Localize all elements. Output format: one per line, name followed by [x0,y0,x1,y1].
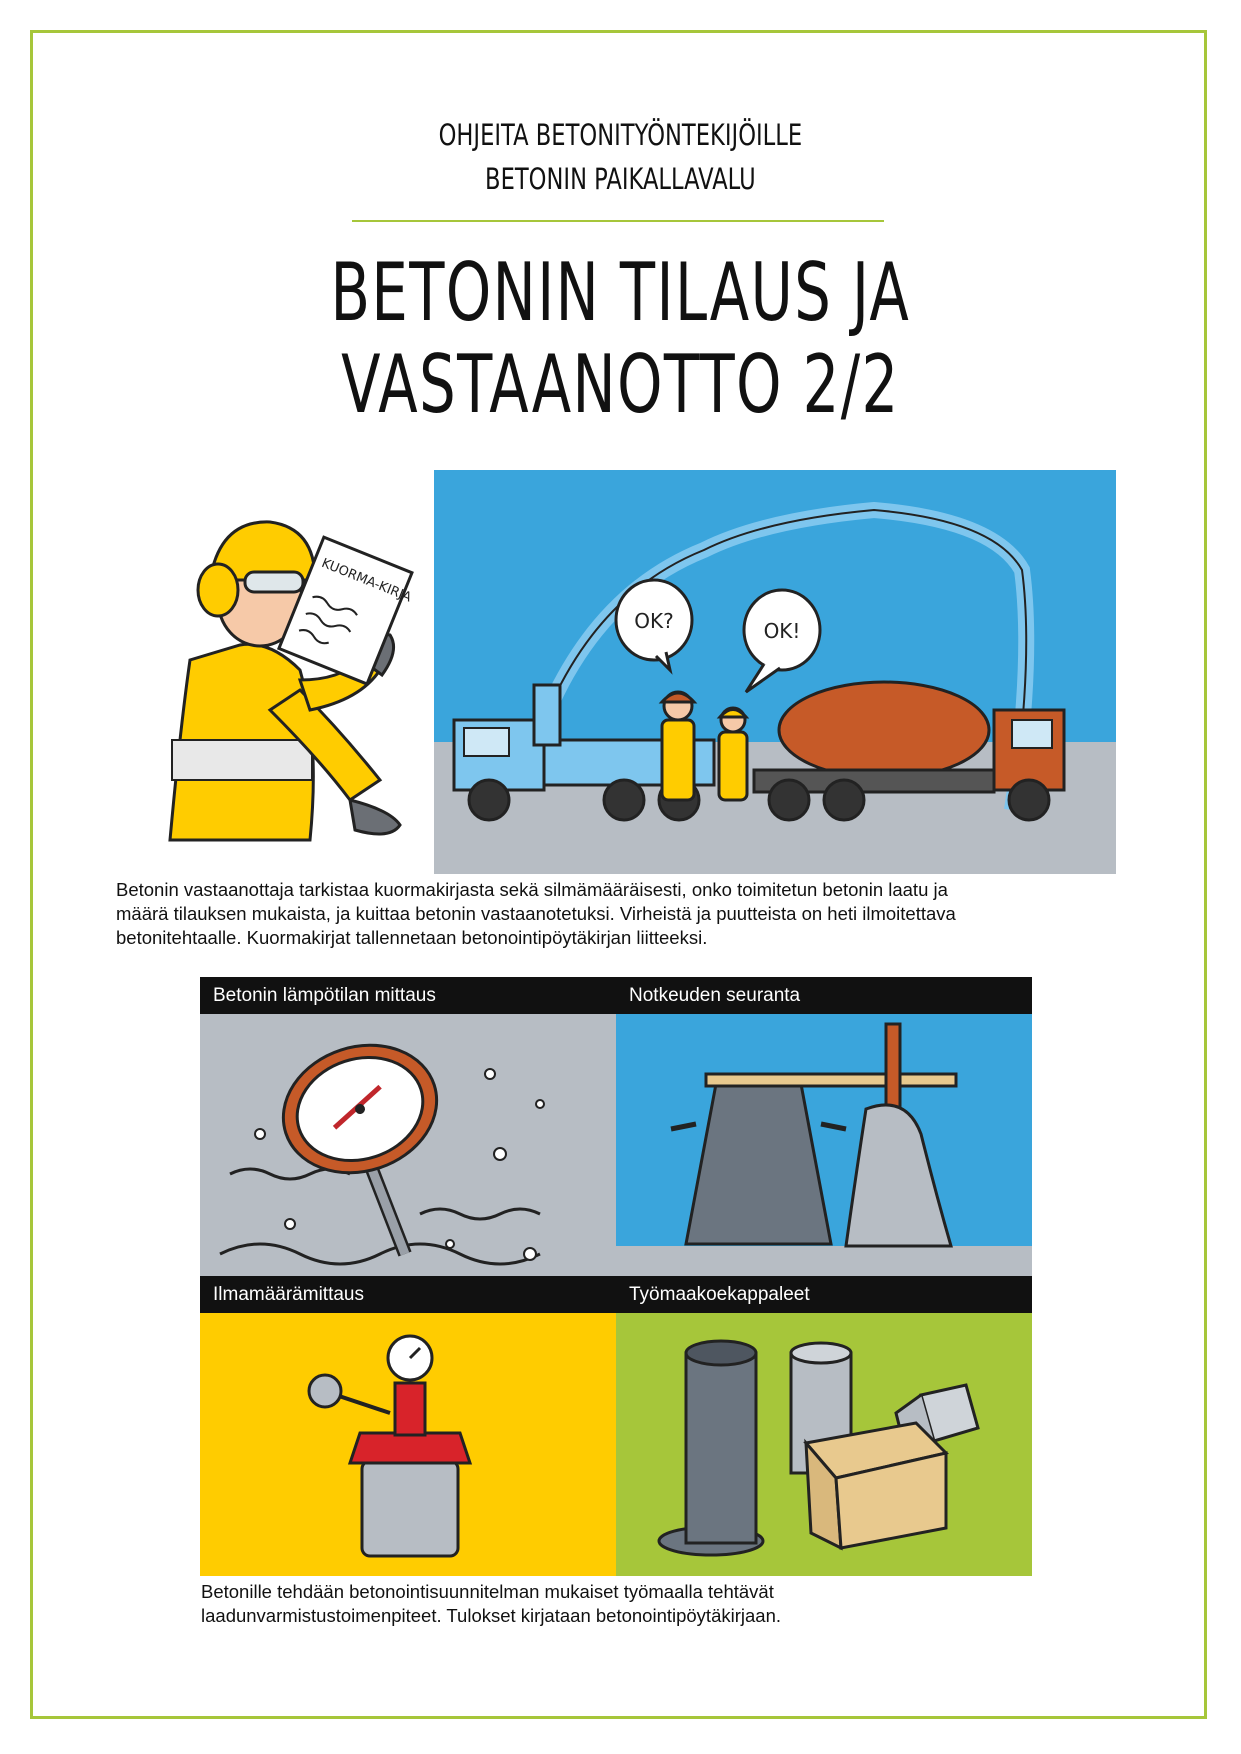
kicker-line-2: BETONIN PAIKALLAVALU [485,162,756,196]
panel-temperature-caption: Betonin lämpötilan mittaus [200,977,616,1014]
footer-line-2: laadunvarmistustoimenpiteet. Tulokset kirjataan betonointipöytäkirjaan. [201,1605,781,1626]
panel-test-specimens [616,1276,1032,1576]
intro-line-3: betonitehtaalle. Kuormakirjat tallennetaan betonointipöytäkirjan liitteeksi. [116,927,708,948]
intro-paragraph [116,878,1116,950]
panel-air-content-caption: Ilmamäärämittaus [200,1276,616,1313]
document-label: KUORMA-KIRJA [319,555,414,606]
intro-line-1: Betonin vastaanottaja tarkistaa kuormakirjasta sekä silmämääräisesti, onko toimitetun betonin laatu ja [116,879,948,900]
panel-air-content [200,1276,616,1576]
footer-line-1: Betonille tehdään betonointisuunnitelman mukaiset työmaalla tehtävät [201,1581,774,1602]
title-divider [352,220,884,222]
delivery-scene [434,470,1116,874]
panel-test-specimens-caption: Työmaakoekappaleet [616,1276,1032,1313]
intro-line-2: määrä tilauksen mukaista, ja kuittaa betonin vastaanotetuksi. Virheistä ja puutteista on heti ilmoitettava [116,903,956,924]
panel-temperature [200,977,616,1276]
title-line-1: BETONIN TILAUS JA [330,246,911,339]
speech-bubble-ok-question: OK? [634,609,674,633]
title-line-2: VASTAANOTTO 2/2 [341,338,900,431]
panel-slump [616,977,1032,1276]
worker-illustration [150,510,440,850]
panel-slump-caption: Notkeuden seuranta [616,977,1032,1014]
speech-bubble-ok-exclaim: OK! [763,619,801,643]
footer-paragraph [201,1580,1101,1628]
kicker-line-1: OHJEITA BETONITYÖNTEKIJÖILLE [438,118,803,152]
